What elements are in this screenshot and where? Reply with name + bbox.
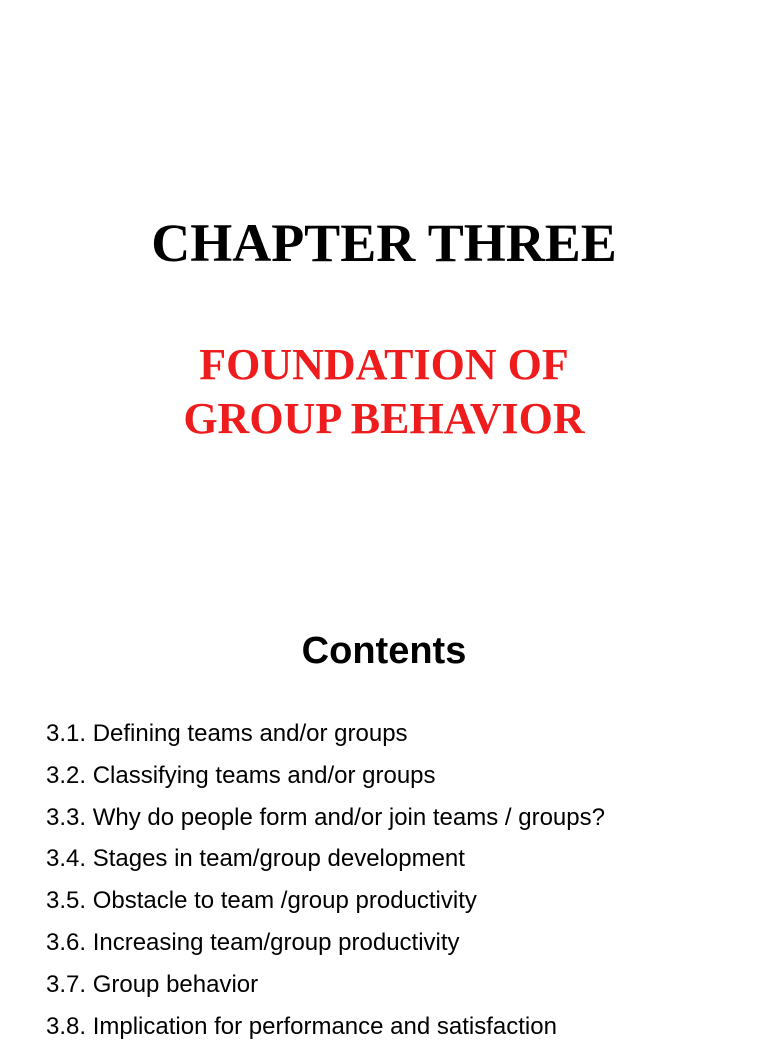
- contents-heading: Contents: [301, 630, 467, 672]
- toc-item: 3.4. Stages in team/group development: [46, 845, 465, 873]
- chapter-title: CHAPTER THREE: [151, 213, 617, 273]
- chapter-subtitle: [0, 338, 768, 446]
- subtitle-line-2: GROUP BEHAVIOR: [183, 394, 585, 443]
- toc-item: 3.2. Classifying teams and/or groups: [46, 761, 436, 789]
- toc-item: 3.6. Increasing team/group productivity: [46, 928, 460, 956]
- toc-item: 3.3. Why do people form and/or join teams / groups?: [46, 803, 605, 831]
- toc-item: 3.5. Obstacle to team /group productivity: [46, 887, 477, 915]
- toc-item: 3.1. Defining teams and/or groups: [46, 720, 408, 747]
- toc-item: 3.8. Implication for performance and satisfaction: [46, 1012, 557, 1040]
- table-of-contents: [46, 713, 605, 1047]
- toc-item: 3.7. Group behavior: [46, 970, 259, 998]
- subtitle-line-1: FOUNDATION OF: [199, 340, 569, 389]
